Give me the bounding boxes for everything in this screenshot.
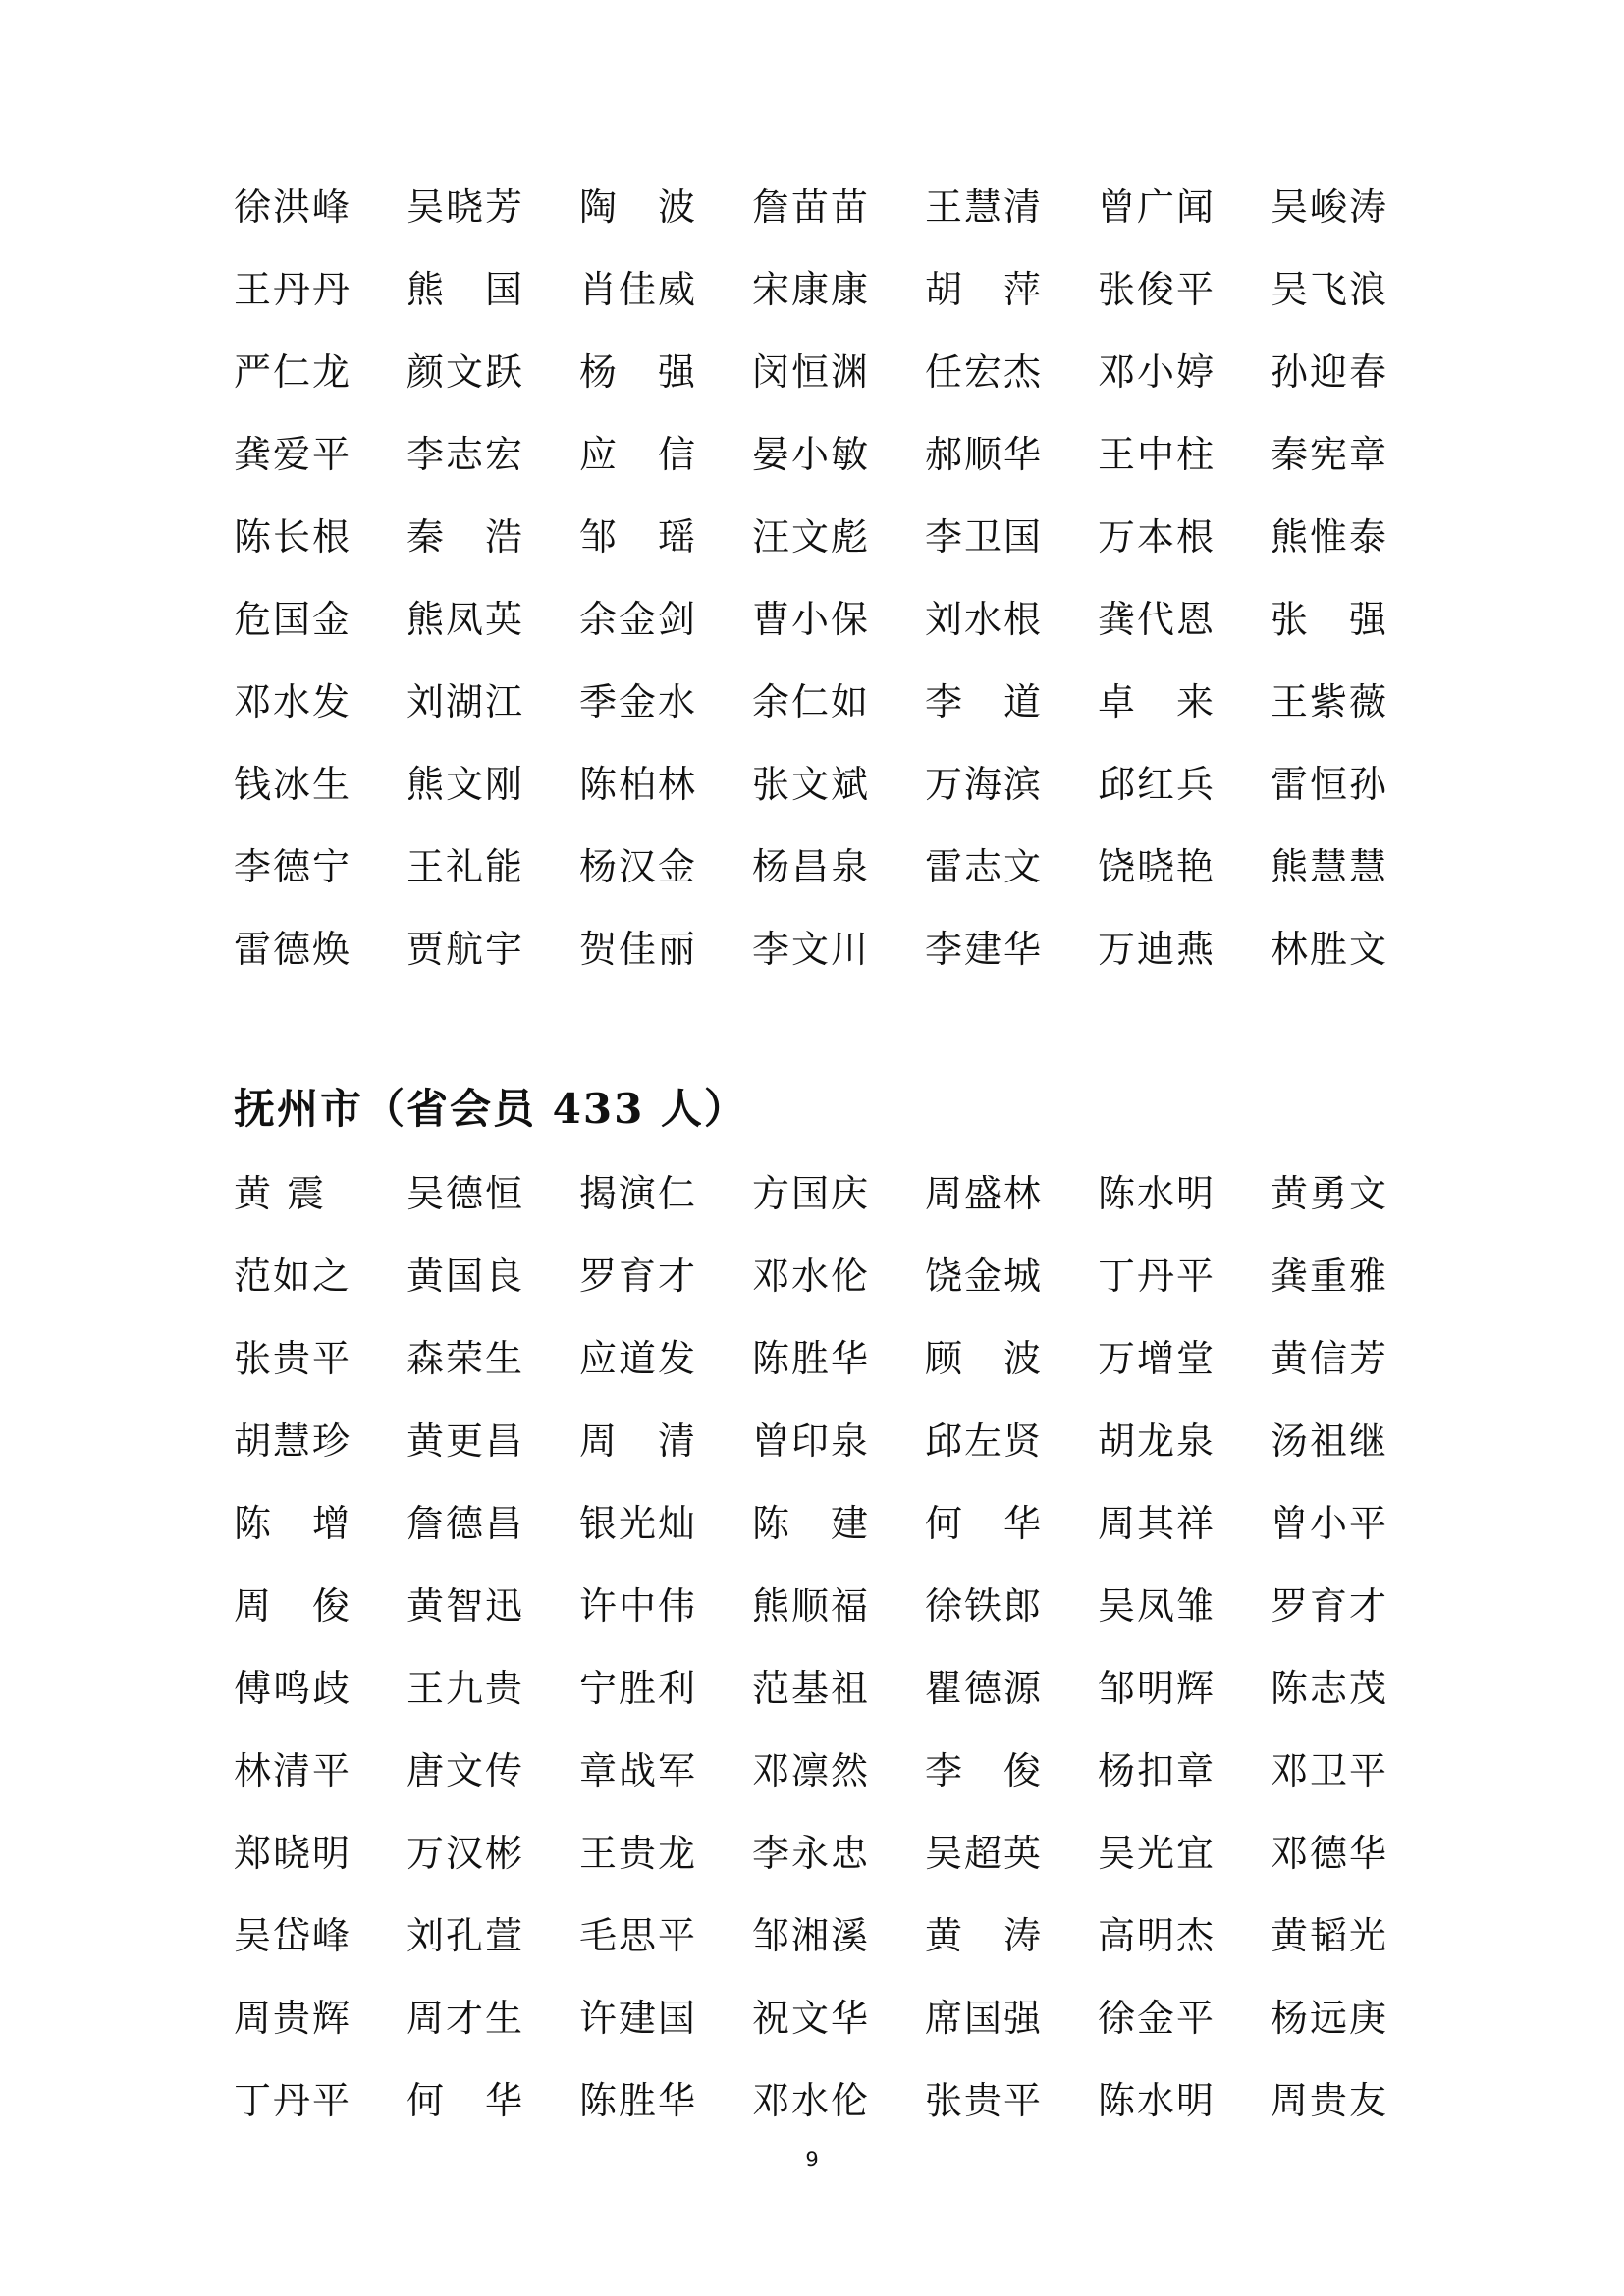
member-name: 周贵辉	[234, 1997, 352, 2040]
member-name: 万增堂	[1098, 1337, 1217, 1380]
member-name: 银光灿	[579, 1502, 698, 1545]
member-name: 胡慧珍	[234, 1419, 352, 1463]
member-name: 黄 涛	[925, 1914, 1044, 1957]
member-name: 邓水伦	[752, 2079, 871, 2122]
member-name: 詹苗苗	[752, 186, 871, 229]
member-name: 杨远庚	[1271, 1997, 1389, 2040]
member-name: 龚爱平	[234, 433, 352, 476]
member-name: 吴飞浪	[1271, 268, 1389, 311]
member-name: 贾航宇	[406, 928, 525, 971]
member-name: 应道发	[579, 1337, 698, 1380]
member-name: 雷德焕	[234, 928, 352, 971]
member-name: 李 道	[925, 680, 1044, 723]
member-name: 傅鸣歧	[234, 1667, 352, 1710]
member-name: 邓小婷	[1098, 350, 1217, 394]
member-name: 晏小敏	[752, 433, 871, 476]
member-name: 瞿德源	[925, 1667, 1044, 1710]
member-name: 周 俊	[234, 1584, 352, 1628]
member-name: 刘湖江	[406, 680, 525, 723]
member-name: 杨汉金	[579, 845, 698, 888]
member-name: 吴德恒	[406, 1172, 525, 1215]
member-name: 章战军	[579, 1749, 698, 1792]
member-name: 万迪燕	[1098, 928, 1217, 971]
member-name: 黄信芳	[1271, 1337, 1389, 1380]
member-name: 方国庆	[752, 1172, 871, 1215]
member-name: 高明杰	[1098, 1914, 1217, 1957]
member-name: 祝文华	[752, 1997, 871, 2040]
member-name: 陈胜华	[579, 2079, 698, 2122]
member-name: 何 华	[406, 2079, 525, 2122]
member-name: 邓凛然	[752, 1749, 871, 1792]
member-name: 熊文刚	[406, 763, 525, 806]
member-name: 余仁如	[752, 680, 871, 723]
member-name: 吴岱峰	[234, 1914, 352, 1957]
member-name: 徐金平	[1098, 1997, 1217, 2040]
member-name: 熊凤英	[406, 598, 525, 641]
member-name: 陈长根	[234, 515, 352, 559]
member-name: 秦 浩	[406, 515, 525, 559]
member-name: 宁胜利	[579, 1667, 698, 1710]
member-name: 宋康康	[752, 268, 871, 311]
member-name: 李卫国	[925, 515, 1044, 559]
member-name: 周贵友	[1271, 2079, 1389, 2122]
member-name: 徐铁郎	[925, 1584, 1044, 1628]
member-name: 王九贵	[406, 1667, 525, 1710]
member-name: 曾小平	[1271, 1502, 1389, 1545]
member-name: 张贵平	[234, 1337, 352, 1380]
member-name: 陈 建	[752, 1502, 871, 1545]
member-name: 罗育才	[579, 1255, 698, 1298]
member-name: 陈水明	[1098, 1172, 1217, 1215]
member-name: 陈柏林	[579, 763, 698, 806]
member-name: 邱红兵	[1098, 763, 1217, 806]
member-name: 陶 波	[579, 186, 698, 229]
member-name: 曾广闻	[1098, 186, 1217, 229]
member-name: 李文川	[752, 928, 871, 971]
member-name: 陈胜华	[752, 1337, 871, 1380]
member-name: 汪文彪	[752, 515, 871, 559]
member-name: 刘孔萱	[406, 1914, 525, 1957]
member-name: 季金水	[579, 680, 698, 723]
member-name: 周其祥	[1098, 1502, 1217, 1545]
member-name: 熊顺福	[752, 1584, 871, 1628]
member-name: 张俊平	[1098, 268, 1217, 311]
member-name: 周 清	[579, 1419, 698, 1463]
member-name: 杨 强	[579, 350, 698, 394]
member-name: 陈志茂	[1271, 1667, 1389, 1710]
member-name: 万本根	[1098, 515, 1217, 559]
member-name: 黄国良	[406, 1255, 525, 1298]
member-name: 李永忠	[752, 1832, 871, 1875]
member-name: 钱冰生	[234, 763, 352, 806]
member-name: 张文斌	[752, 763, 871, 806]
member-name: 黄 震	[234, 1172, 327, 1215]
member-name: 秦宪章	[1271, 433, 1389, 476]
member-name: 卓 来	[1098, 680, 1217, 723]
member-name: 雷志文	[925, 845, 1044, 888]
member-name: 黄勇文	[1271, 1172, 1389, 1215]
member-name: 王礼能	[406, 845, 525, 888]
member-name: 杨扣章	[1098, 1749, 1217, 1792]
member-name: 邹 瑶	[579, 515, 698, 559]
member-name: 黄更昌	[406, 1419, 525, 1463]
member-name: 熊慧慧	[1271, 845, 1389, 888]
member-name: 胡 萍	[925, 268, 1044, 311]
section-heading: 抚州市（省会员 433 人）	[234, 1085, 747, 1133]
member-name: 张贵平	[925, 2079, 1044, 2122]
member-name: 邓卫平	[1271, 1749, 1389, 1792]
member-name: 席国强	[925, 1997, 1044, 2040]
member-name: 揭演仁	[579, 1172, 698, 1215]
member-name: 曹小保	[752, 598, 871, 641]
member-name: 吴凤雏	[1098, 1584, 1217, 1628]
member-name: 龚代恩	[1098, 598, 1217, 641]
member-name: 李德宁	[234, 845, 352, 888]
member-name: 贺佳丽	[579, 928, 698, 971]
member-name: 林清平	[234, 1749, 352, 1792]
member-name: 詹德昌	[406, 1502, 525, 1545]
member-name: 周盛林	[925, 1172, 1044, 1215]
member-name: 汤祖继	[1271, 1419, 1389, 1463]
member-name: 吴超英	[925, 1832, 1044, 1875]
member-name: 陈 增	[234, 1502, 352, 1545]
member-name: 胡龙泉	[1098, 1419, 1217, 1463]
page-number: 9	[805, 2148, 819, 2171]
member-name: 邱左贤	[925, 1419, 1044, 1463]
member-name: 曾印泉	[752, 1419, 871, 1463]
member-name: 周才生	[406, 1997, 525, 2040]
member-name: 徐洪峰	[234, 186, 352, 229]
member-name: 吴峻涛	[1271, 186, 1389, 229]
member-name: 王紫薇	[1271, 680, 1389, 723]
member-name: 范基祖	[752, 1667, 871, 1710]
member-name: 郑晓明	[234, 1832, 352, 1875]
member-name: 危国金	[234, 598, 352, 641]
member-name: 黄韬光	[1271, 1914, 1389, 1957]
member-name: 邓水伦	[752, 1255, 871, 1298]
member-name: 顾 波	[925, 1337, 1044, 1380]
member-name: 肖佳威	[579, 268, 698, 311]
member-name: 闵恒渊	[752, 350, 871, 394]
member-name: 任宏杰	[925, 350, 1044, 394]
member-name: 森荣生	[406, 1337, 525, 1380]
member-name: 吴晓芳	[406, 186, 525, 229]
member-name: 许建国	[579, 1997, 698, 2040]
member-name: 颜文跃	[406, 350, 525, 394]
member-name: 王丹丹	[234, 268, 352, 311]
member-name: 饶晓艳	[1098, 845, 1217, 888]
member-name: 刘水根	[925, 598, 1044, 641]
member-name: 吴光宜	[1098, 1832, 1217, 1875]
member-name: 饶金城	[925, 1255, 1044, 1298]
member-name: 王慧清	[925, 186, 1044, 229]
member-name: 黄智迅	[406, 1584, 525, 1628]
member-name: 罗育才	[1271, 1584, 1389, 1628]
member-name: 熊惟泰	[1271, 515, 1389, 559]
member-name: 王中柱	[1098, 433, 1217, 476]
member-name: 李 俊	[925, 1749, 1044, 1792]
member-name: 严仁龙	[234, 350, 352, 394]
member-name: 丁丹平	[1098, 1255, 1217, 1298]
member-name: 万海滨	[925, 763, 1044, 806]
member-name: 李建华	[925, 928, 1044, 971]
member-name: 陈水明	[1098, 2079, 1217, 2122]
member-name: 万汉彬	[406, 1832, 525, 1875]
member-name: 张 强	[1271, 598, 1389, 641]
member-name: 唐文传	[406, 1749, 525, 1792]
member-name: 杨昌泉	[752, 845, 871, 888]
member-name: 范如之	[234, 1255, 352, 1298]
member-name: 林胜文	[1271, 928, 1389, 971]
member-name: 龚重雅	[1271, 1255, 1389, 1298]
member-name: 郝顺华	[925, 433, 1044, 476]
member-name: 邹明辉	[1098, 1667, 1217, 1710]
member-name: 许中伟	[579, 1584, 698, 1628]
member-name: 何 华	[925, 1502, 1044, 1545]
member-name: 邓德华	[1271, 1832, 1389, 1875]
member-name: 邓水发	[234, 680, 352, 723]
member-name: 王贵龙	[579, 1832, 698, 1875]
member-name: 熊 国	[406, 268, 525, 311]
member-name: 应 信	[579, 433, 698, 476]
member-name: 丁丹平	[234, 2079, 352, 2122]
member-name: 邹湘溪	[752, 1914, 871, 1957]
member-name: 毛思平	[579, 1914, 698, 1957]
member-name: 雷恒孙	[1271, 763, 1389, 806]
member-name: 孙迎春	[1271, 350, 1389, 394]
member-name: 李志宏	[406, 433, 525, 476]
member-name: 余金剑	[579, 598, 698, 641]
